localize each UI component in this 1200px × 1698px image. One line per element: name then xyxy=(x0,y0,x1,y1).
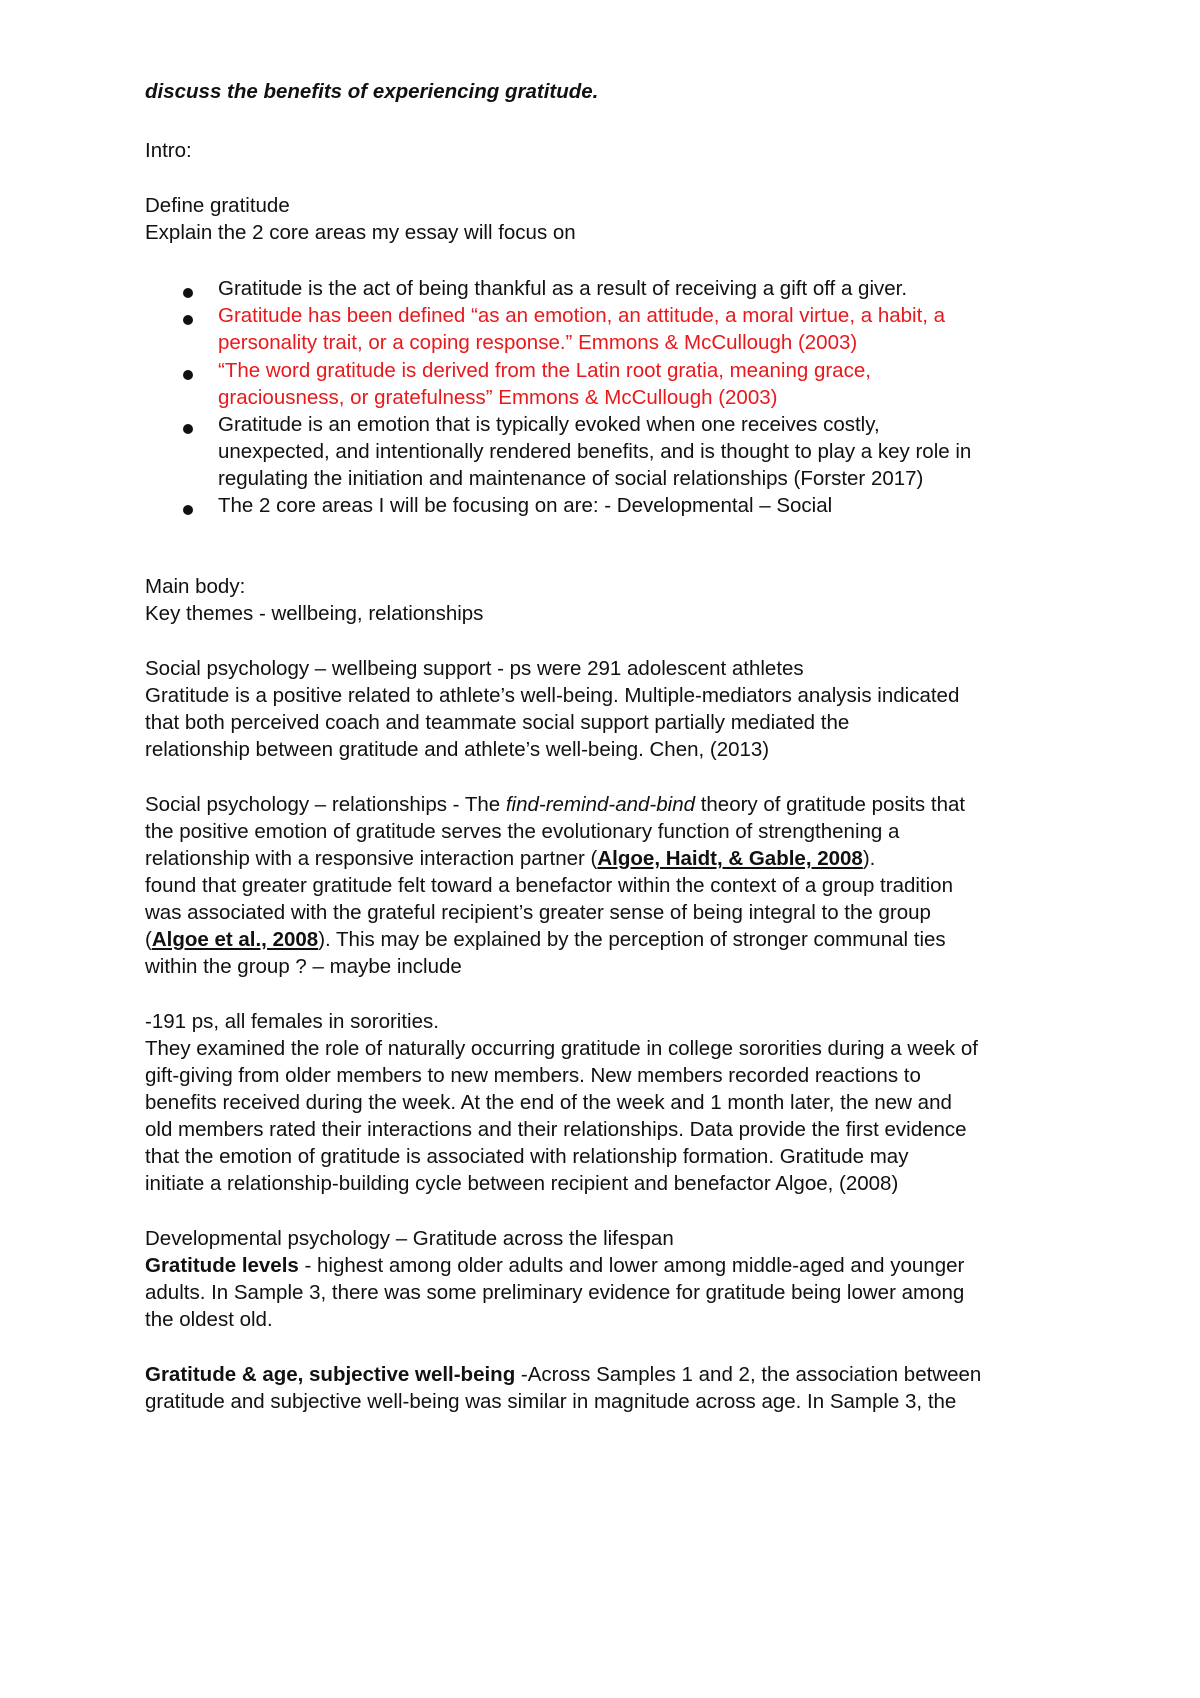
bullet-dot xyxy=(183,288,193,298)
wellbeing-line-1: Gratitude is a positive related to athlete’s well-being. Multiple-mediators analysis indicated xyxy=(145,684,960,707)
gratitude-levels-label: Gratitude levels xyxy=(145,1254,299,1277)
bullet-dot xyxy=(183,505,193,515)
relationships-line-7: within the group ? – maybe include xyxy=(145,955,462,978)
sororities-line-2: gift-giving from older members to new members. New members recorded reactions to xyxy=(145,1064,921,1087)
relationships-line-3 xyxy=(145,846,875,872)
bullet-dot xyxy=(183,424,193,434)
sororities-line-1: They examined the role of naturally occurring gratitude in college sororities during a week of xyxy=(145,1037,978,1060)
age-wellbeing-line-2: gratitude and subjective well-being was similar in magnitude across age. In Sample 3, the xyxy=(145,1390,957,1413)
citation-link-algoe-et-al[interactable]: Algoe et al., 2008 xyxy=(151,928,319,951)
relationships-text: ( xyxy=(145,928,152,951)
essay-question: discuss the benefits of experiencing gratitude. xyxy=(145,80,599,103)
explain-areas-line: Explain the 2 core areas my essay will focus on xyxy=(145,221,576,244)
bullet-3-line-1: “The word gratitude is derived from the Latin root gratia, meaning grace, xyxy=(218,359,871,382)
relationships-line-2: the positive emotion of gratitude serves the evolutionary function of strengthening a xyxy=(145,820,900,843)
developmental-heading: Developmental psychology – Gratitude across the lifespan xyxy=(145,1227,674,1250)
relationships-line-1 xyxy=(145,792,965,818)
bullet-4-line-2: unexpected, and intentionally rendered benefits, and is thought to play a key role in xyxy=(218,440,972,463)
citation-link-algoe-haidt-gable[interactable]: Algoe, Haidt, & Gable, 2008 xyxy=(597,847,863,870)
bullet-2-line-1: Gratitude has been defined “as an emotion, an attitude, a moral virtue, a habit, a xyxy=(218,304,946,327)
bullet-4-line-3: regulating the initiation and maintenance of social relationships (Forster 2017) xyxy=(218,467,924,490)
relationships-text: Social psychology – relationships - The xyxy=(145,793,506,816)
relationships-text: theory of gratitude posits that xyxy=(695,793,966,816)
define-gratitude-line: Define gratitude xyxy=(145,194,290,217)
sororities-line-3: benefits received during the week. At the end of the week and 1 month later, the new and xyxy=(145,1091,952,1114)
main-body-heading: Main body: xyxy=(145,575,246,598)
intro-heading: Intro: xyxy=(145,139,192,162)
sororities-line-5: that the emotion of gratitude is associated with relationship formation. Gratitude may xyxy=(145,1145,909,1168)
developmental-line-3: the oldest old. xyxy=(145,1308,273,1331)
developmental-line-2: adults. In Sample 3, there was some preliminary evidence for gratitude being lower among xyxy=(145,1281,965,1304)
gratitude-age-label: Gratitude & age, subjective well-being xyxy=(145,1363,516,1386)
age-wellbeing-line-1 xyxy=(145,1362,981,1388)
bullet-4-line-1: Gratitude is an emotion that is typically evoked when one receives costly, xyxy=(218,413,880,436)
bullet-dot xyxy=(183,370,193,380)
relationships-text: ). This may be explained by the perception of stronger communal ties xyxy=(318,928,946,951)
bullet-1-line-1: Gratitude is the act of being thankful as a result of receiving a gift off a giver. xyxy=(218,277,908,300)
developmental-text: - highest among older adults and lower among middle-aged and younger xyxy=(298,1254,965,1277)
bullet-3-line-2: graciousness, or gratefulness” Emmons & McCullough (2003) xyxy=(218,386,778,409)
wellbeing-line-2: that both perceived coach and teammate social support partially mediated the xyxy=(145,711,850,734)
relationships-text: ). xyxy=(862,847,876,870)
relationships-text: relationship with a responsive interaction partner ( xyxy=(145,847,598,870)
relationships-line-4: found that greater gratitude felt toward a benefactor within the context of a group tradition xyxy=(145,874,953,897)
relationships-line-5: was associated with the grateful recipient’s greater sense of being integral to the group xyxy=(145,901,931,924)
bullet-dot xyxy=(183,315,193,325)
bullet-2-line-2: personality trait, or a coping response.” Emmons & McCullough (2003) xyxy=(218,331,858,354)
bullet-5-line-1: The 2 core areas I will be focusing on are: - Developmental – Social xyxy=(218,494,833,517)
wellbeing-heading: Social psychology – wellbeing support - ps were 291 adolescent athletes xyxy=(145,657,804,680)
developmental-line-1 xyxy=(145,1253,964,1279)
find-remind-and-bind-term: find-remind-and-bind xyxy=(505,793,695,816)
sororities-line-6: initiate a relationship-building cycle between recipient and benefactor Algoe, (2008) xyxy=(145,1172,899,1195)
key-themes-line: Key themes - wellbeing, relationships xyxy=(145,602,484,625)
age-wellbeing-text: -Across Samples 1 and 2, the association between xyxy=(515,1363,982,1386)
sororities-line-4: old members rated their interactions and their relationships. Data provide the first evidence xyxy=(145,1118,967,1141)
sororities-heading: -191 ps, all females in sororities. xyxy=(145,1010,439,1033)
relationships-line-6 xyxy=(145,927,946,953)
wellbeing-line-3: relationship between gratitude and athlete’s well-being. Chen, (2013) xyxy=(145,738,770,761)
